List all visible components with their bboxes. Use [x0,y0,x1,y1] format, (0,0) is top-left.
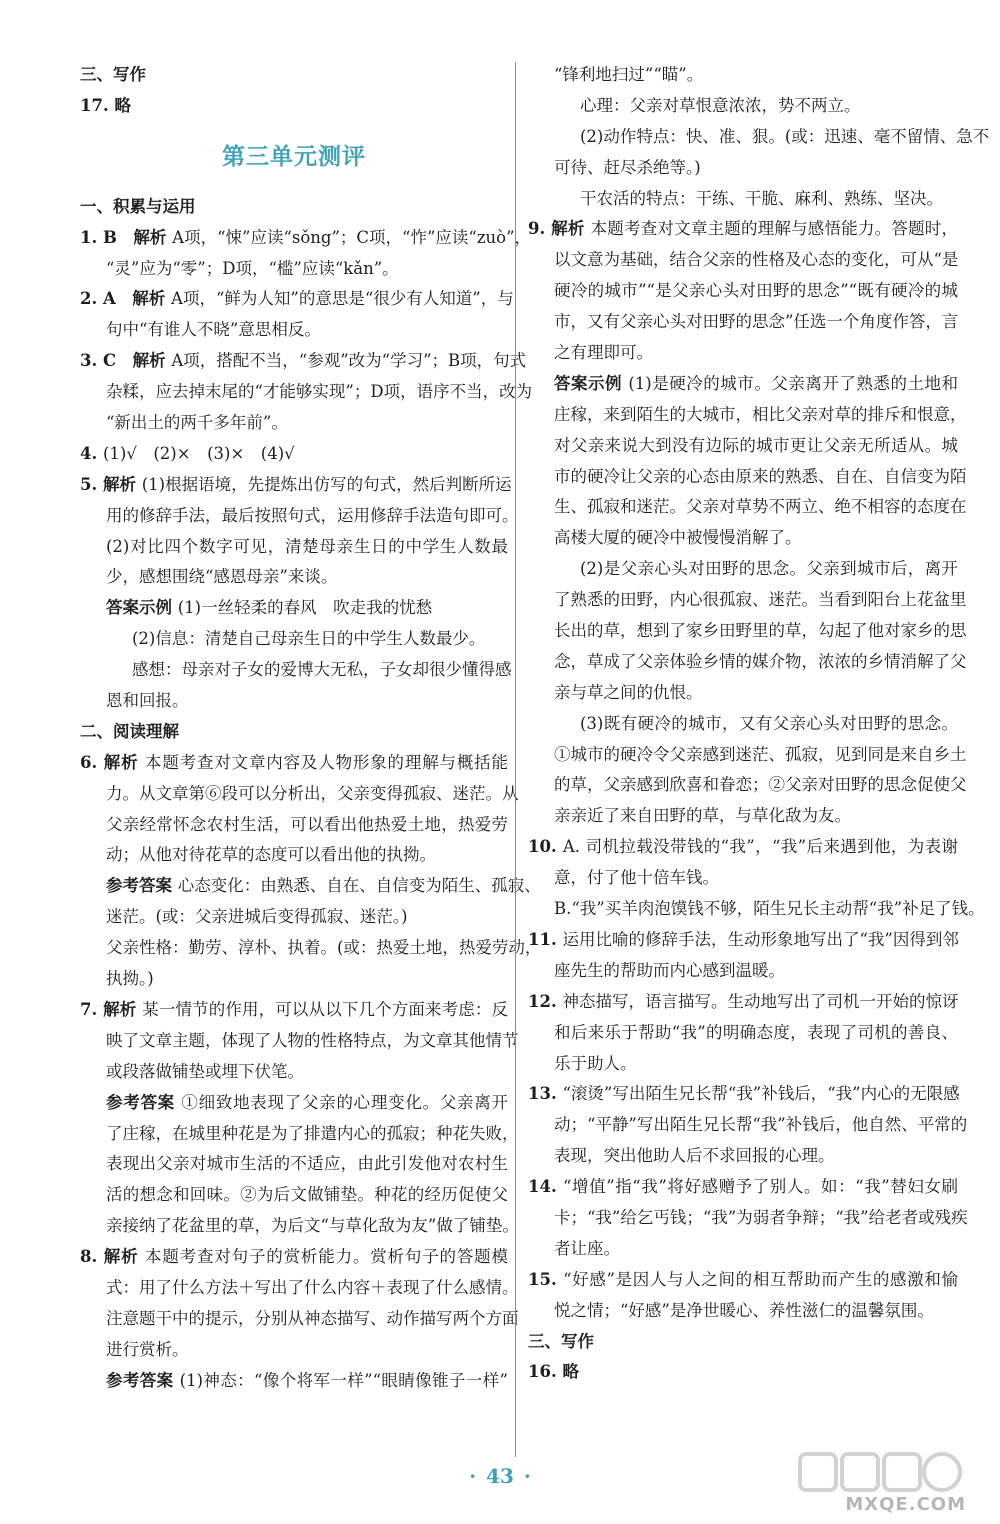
question-text: A项，“悚”应读“sǒng”；C项，“怍”应读“zuò”， [172,227,532,247]
question-text: ①细致地表现了父亲的心理变化。父亲离开 [181,1092,508,1112]
text-line: 和后来乐于帮助“我”的明确态度，表现了司机的善良、 [554,1022,958,1042]
text-line: 活的想念和回味。②为后文做铺垫。种花的经历促使父 [106,1185,508,1205]
text-line [80,346,527,377]
question-text: 心态变化：由熟悉、自在、自信变为陌生、孤寂、 [177,876,541,896]
text-line: (3)既有硬冷的城市，又有父亲心头对田野的思念。 [580,713,958,733]
question-text: “滚烫”写出陌生兄长帮“我”补钱后，“我”内心的无限感 [562,1084,960,1104]
text-line: 者让座。 [554,1238,620,1258]
question-text: 运用比喻的修辞手法，生动形象地写出了“我”因得到邻 [562,929,959,949]
question-label: 7. 解析 [80,999,143,1019]
text-line: 长出的草，想到了家乡田野里的草，勾起了他对家乡的思 [554,621,967,641]
text-line [528,925,958,956]
question-label: 14. [528,1177,564,1197]
text-line: 意，付了他十倍车钱。 [554,868,719,888]
text-line: ①城市的硬冷令父亲感到迷茫、孤寂，见到同是来自乡土 [554,744,967,764]
text-line: 心理：父亲对草恨意浓浓，势不两立。 [580,95,861,115]
left-column [80,60,542,1397]
question-text: (1)神态：“像个将军一样”“眼睛像锥子一样” [179,1370,508,1390]
question-text: A项，“鲜为人知”的意思是“很少有人知道”，与 [171,289,514,309]
section-heading: 一、积累与运用 [80,196,196,216]
question-label: 答案示例 [554,373,629,393]
question-text: A项，搭配不当，“参观”改为“学习”；B项，句式 [171,351,527,371]
text-line: (2)动作特点：快、准、狠。(或：迅速、毫不留情、急不 [580,126,990,146]
page-number: · 43 · [469,1464,531,1488]
text-line: 式：用了什么方法＋写出了什么内容＋表现了什么感情。 [106,1277,519,1297]
question-text: 神态描写，语言描写。生动地写出了司机一开始的惊讶 [562,991,959,1011]
question-label: 15. [528,1269,564,1289]
text-line: 对父亲来说大到没有边际的城市更让父亲无所适从。城 [554,435,958,455]
text-line: 进行赏析。 [106,1339,189,1359]
text-line: 映了文章主题，体现了人物的性格特点，为文章其他情节 [106,1030,519,1050]
text-line: 的草，父亲感到欣喜和眷恋；②父亲对田野的思念促使父 [554,775,967,795]
question-label: 参考答案 [106,1092,182,1112]
text-line: 以文意为基础，结合父亲的性格及心态的变化，可从“是 [554,250,959,270]
text-line: “锋利地扫过”“瞄”。 [554,65,704,84]
question-label: 8. 解析 [80,1247,146,1267]
section-heading: 三、写作 [528,1331,594,1351]
question-text: “好感”是因人与人之间的相互帮助而产生的感激和愉 [563,1269,958,1289]
question-label: 9. 解析 [528,219,591,239]
question-label: 10. [528,837,563,857]
text-line: 执拗。) [106,969,154,989]
text-line: 少，感想围绕“感恩母亲”来谈。 [106,567,338,587]
text-line: 表现，突出他助人后不求回报的心理。 [554,1146,835,1166]
question-label: 4. [80,443,103,463]
question-label: 参考答案 [106,1370,180,1390]
text-line: 感想：母亲对子女的爱博大无私，子女却很少懂得感 [132,660,512,680]
text-line: (2)是父亲心头对田野的思念。父亲到城市后，离开 [580,559,958,579]
question-text: (1)一丝轻柔的春风 吹走我的忧愁 [177,598,433,618]
text-line: 乐于助人。 [554,1053,637,1073]
text-line: 父亲经常怀念农村生活，可以看出他热爱土地，热爱劳 [106,814,508,834]
text-line: 父亲性格：勤劳、淳朴、执着。(或：热爱土地，热爱劳动， [106,938,542,958]
text-line [80,439,508,470]
text-line: 力。从文章第⑥段可以分析出，父亲变得孤寂、迷茫。从 [106,783,519,803]
text-line: B.“我”买羊肉泡馍钱不够，陌生兄长主动帮“我”补足了钱。 [554,899,985,919]
text-line: 悦之情；“好感”是净世暖心、养性滋仁的温馨氛围。 [554,1300,934,1320]
text-line: 可待、赶尽杀绝等。) [554,157,701,177]
question-label: 1. B 解析 [80,227,173,247]
text-line: 庄稼，来到陌生的大城市，相比父亲对草的排斥和恨意， [554,404,967,424]
question-text: “增值”指“我”将好感赠予了别人。如：“我”替妇女刷 [563,1177,958,1197]
text-line [80,470,512,501]
text-line [528,1079,958,1110]
question-text: A. 司机拉载没带钱的“我”，“我”后来遇到他，为表谢 [562,837,958,857]
text-line: 亲与草之间的仇恨。 [554,682,703,702]
text-line: 卡；“我”给乞丐钱；“我”为弱者争辩；“我”给老者或残疾 [554,1207,968,1227]
section-heading: 三、写作 [80,65,146,84]
question-label: 2. A 解析 [80,289,172,309]
question-label: 11. [528,929,563,949]
text-line: 念，草成了父亲体验乡情的媒介物，浓浓的乡情消解了父 [554,651,967,671]
text-line [528,369,958,400]
text-line: 用的修辞手法，最后按照句式，运用修辞手法造句即可。 [106,505,519,525]
question-label: 6. 解析 [80,752,146,772]
text-line [528,987,958,1018]
text-line [528,1265,958,1296]
text-line [80,748,508,779]
text-line: 动；从他对待花草的态度可以看出他的执拗。 [106,845,436,865]
question-label: 12. [528,991,563,1011]
text-line: 表现出父亲对城市生活的不适应，由此引发他对农村生 [106,1154,508,1174]
text-line: 干农活的特点：干练、干脆、麻利、熟练、坚决。 [580,188,943,208]
text-line: 亲接纳了花盆里的草，为后文“与草化敌为友”做了铺垫。 [106,1216,519,1236]
text-line [80,593,508,624]
text-line [528,214,958,245]
question-text: (1)是硬冷的城市。父亲离开了熟悉的土地和 [628,373,958,393]
text-line: “灵”应为“零”；D项，“槛”应读“kǎn”。 [106,258,399,278]
text-line: (2)对比四个数字可见，清楚母亲生日的中学生人数最 [106,536,508,556]
question-label: 答案示例 [106,598,178,618]
section-heading: 二、阅读理解 [80,721,179,741]
text-line: 迷茫。(或：父亲进城后变得孤寂、迷茫。) [106,907,408,927]
text-line: 注意题干中的提示，分别从神态描写、动作描写两个方面 [106,1308,519,1328]
text-line [528,1172,958,1203]
text-line: 了庄稼，在城里种花是为了排遣内心的孤寂；种花失败， [106,1123,519,1143]
text-line: 高楼大厦的硬冷中被慢慢消解了。 [554,528,802,548]
text-line: 句中“有谁人不晓”意思相反。 [106,320,321,340]
text-line: “新出土的两千多年前”。 [106,413,288,433]
text-line: 市，又有父亲心头对田野的思念”任选一个角度作答，言 [554,312,959,332]
question-text: (1)√ (2)× (3)× (4)√ [102,443,295,463]
text-line: 恩和回报。 [106,691,189,711]
right-column [528,60,990,1388]
question-label: 参考答案 [106,876,178,896]
text-line [80,223,532,254]
text-line: 之有理即可。 [554,343,653,363]
section-heading: 16. 略 [528,1362,579,1382]
text-line: 或段落做铺垫或埋下伏笔。 [106,1061,304,1081]
question-text: 本题考查对文章主题的理解与感悟能力。答题时， [590,219,958,239]
text-line: 亲亲近了来自田野的草，与草化敌为友。 [554,806,851,826]
section-title: 第三单元测评 [222,142,366,170]
text-line: 生、孤寂和迷茫。父亲对草势不两立、绝不相容的态度在 [554,497,967,517]
text-line [80,871,541,902]
text-line: 动；“平静”写出陌生兄长帮“我”补钱后，他自然、平常的 [554,1115,968,1135]
text-line [80,1242,508,1273]
text-line: 了熟悉的田野，内心很孤寂、迷茫。当看到阳台上花盆里 [554,590,967,610]
question-label: 5. 解析 [80,474,142,494]
question-text: 本题考查对文章内容及人物形象的理解与概括能 [145,752,508,772]
question-text: 某一情节的作用，可以从以下几个方面来考虑：反 [142,999,509,1019]
text-line: (2)信息：清楚自己母亲生日的中学生人数最少。 [132,629,486,649]
text-line: 座先生的帮助而内心感到温暖。 [554,960,785,980]
text-line: 市的硬冷让父亲的心态由原来的熟悉、自在、自信变为陌 [554,466,967,486]
text-line [80,995,508,1026]
column-divider [515,62,516,1457]
question-label: 3. C 解析 [80,351,172,371]
watermark-text: MXQE.COM [845,1494,966,1515]
question-text: (1)根据语境，先提炼出仿写的句式，然后判断所运 [141,474,512,494]
text-line [80,1088,508,1119]
question-label: 13. [528,1084,563,1104]
text-line: 硬冷的城市”“是父亲心头对田野的思念”“既有硬冷的城 [554,281,958,301]
question-text: 本题考查对句子的赏析能力。赏析句子的答题模 [145,1247,508,1267]
text-line: 杂糅，应去掉末尾的“才能够实现”；D项，语序不当，改为 [106,382,533,402]
section-heading: 17. 略 [80,95,131,115]
text-line [528,832,958,863]
text-line [80,284,514,315]
text-line [80,1366,508,1397]
